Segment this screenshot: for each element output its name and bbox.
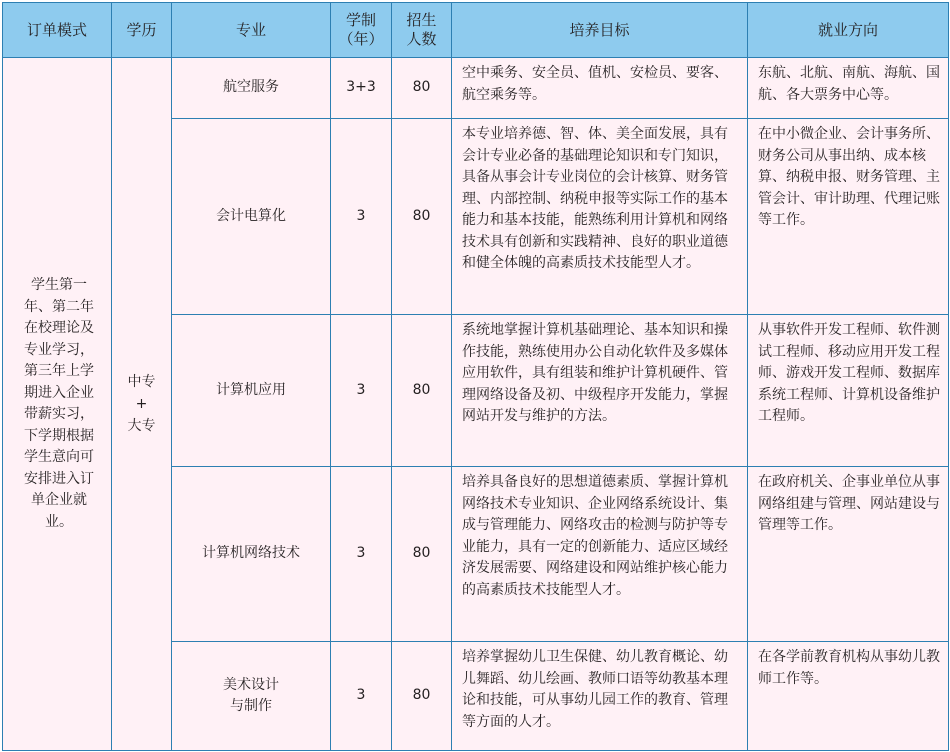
enrollment-cell: 80	[392, 315, 452, 467]
header-goal: 培养目标	[452, 3, 748, 58]
education-line-3: 大专	[127, 418, 156, 434]
employment-cell: 在中小微企业、会计事务所、财务公司从事出纳、成本核算、纳税申报、财务管理、主管会计、审计助理、代理记账等工作。	[748, 119, 949, 315]
major-cell: 计算机网络技术	[172, 467, 331, 642]
enrollment-cell: 80	[392, 58, 452, 119]
major-cell: 计算机应用	[172, 315, 331, 467]
education-line-2: +	[135, 396, 148, 412]
major-line-2: 与制作	[230, 698, 272, 714]
employment-cell: 东航、北航、南航、海航、国航、各大票务中心等。	[748, 58, 949, 119]
goal-cell: 培养掌握幼儿卫生保健、幼儿教育概论、幼儿舞蹈、幼儿绘画、教师口语等幼教基本理论和技能，可从事幼儿园工作的教育、管理等方面的人才。	[452, 642, 748, 751]
years-cell: 3+3	[331, 58, 392, 119]
years-cell: 3	[331, 467, 392, 642]
major-cell: 会计电算化	[172, 119, 331, 315]
header-years	[331, 3, 392, 58]
education-cell	[112, 58, 172, 751]
major-cell	[172, 642, 331, 751]
goal-cell: 系统地掌握计算机基础理论、基本知识和操作技能，熟练使用办公自动化软件及多媒体应用软件，具有组装和维护计算机硬件、管理网络设备及初、中级程序开发能力，掌握网站开发与维护的方法。	[452, 315, 748, 467]
goal-cell: 培养具备良好的思想道德素质、掌握计算机网络技术专业知识、企业网络系统设计、集成与管理能力、网络攻击的检测与防护等专业能力，具有一定的创新能力、适应区域经济发展需要、网络建设和网站维护核心能力的高素质技术技能型人才。	[452, 467, 748, 642]
header-major: 专业	[172, 3, 331, 58]
employment-cell: 在各学前教育机构从事幼儿教师工作等。	[748, 642, 949, 751]
header-education: 学历	[112, 3, 172, 58]
goal-cell: 本专业培养德、智、体、美全面发展，具有会计专业必备的基础理论知识和专门知识，具备从事会计专业岗位的会计核算、财务管理、内部控制、纳税申报等实际工作的基本能力和基本技能，能熟练利用计算机和网络技术具有创新和实践精神、良好的职业道德和健全体魄的高素质技术技能型人才。	[452, 119, 748, 315]
employment-cell: 在政府机关、企事业单位从事网络组建与管理、网站建设与管理等工作。	[748, 467, 949, 642]
employment-cell: 从事软件开发工程师、软件测试工程师、移动应用开发工程师、游戏开发工程师、数据库系统工程师、计算机设备维护工程师。	[748, 315, 949, 467]
goal-cell: 空中乘务、安全员、值机、安检员、要客、航空乘务等。	[452, 58, 748, 119]
header-enrollment-line-1: 招生	[406, 11, 437, 29]
header-enrollment	[392, 3, 452, 58]
enrollment-plan-table	[2, 2, 949, 751]
years-cell: 3	[331, 315, 392, 467]
years-cell: 3	[331, 642, 392, 751]
mode-cell: 学生第一年、第二年在校理论及专业学习，第三年上学期进入企业带薪实习，下学期根据学生意向可安排进入订单企业就业。	[3, 58, 112, 751]
table-row	[3, 58, 949, 119]
enrollment-cell: 80	[392, 467, 452, 642]
header-row	[3, 3, 949, 58]
major-line-1: 美术设计	[223, 676, 279, 693]
education-line-1: 中专	[127, 374, 156, 390]
enrollment-cell: 80	[392, 119, 452, 315]
major-cell: 航空服务	[172, 58, 331, 119]
header-enrollment-line-2: 人数	[406, 30, 437, 48]
header-years-line-2: （年）	[338, 30, 384, 48]
years-cell: 3	[331, 119, 392, 315]
header-years-line-1: 学制	[345, 11, 376, 29]
header-mode: 订单模式	[3, 3, 112, 58]
enrollment-cell: 80	[392, 642, 452, 751]
header-employment: 就业方向	[748, 3, 949, 58]
